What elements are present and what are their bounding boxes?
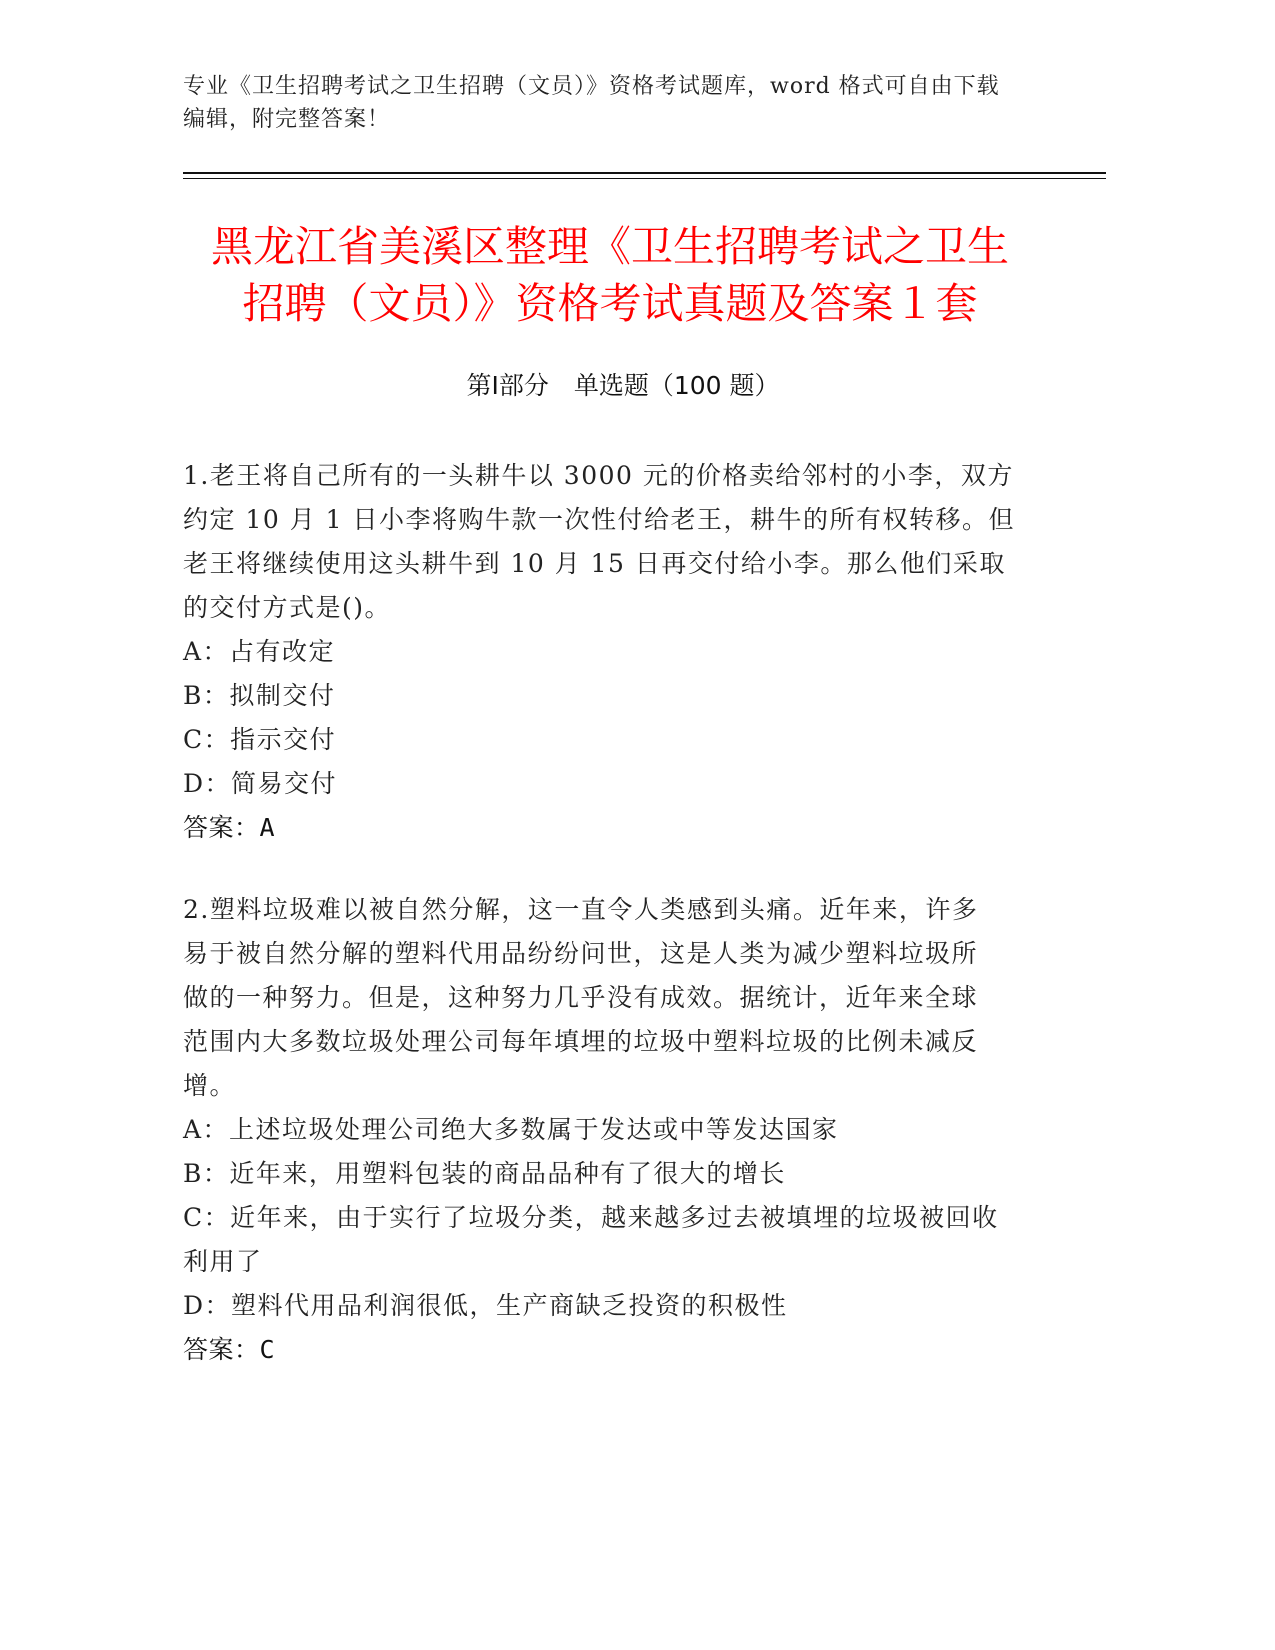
question-stem: [183, 888, 1043, 1108]
option-c-continued: 利用了: [183, 1247, 263, 1276]
answer-label: 答案：: [183, 813, 260, 842]
option-c: C：近年来，由于实行了垃圾分类，越来越多过去被填埋的垃圾被回收: [183, 1203, 999, 1232]
document-title: [160, 218, 1060, 332]
question-stem-line: 约定 10 月 1 日小李将购牛款一次性付给老王，耕牛的所有权转移。但: [183, 505, 1016, 534]
header-note-line-2: 编辑，附完整答案！: [183, 107, 391, 132]
answer-value: C: [259, 1335, 276, 1364]
question-2: [183, 888, 1043, 1372]
answer: [183, 806, 1043, 850]
option-d: D：塑料代用品利润很低，生产商缺乏投资的积极性: [183, 1291, 788, 1320]
header-note: [183, 70, 1063, 136]
answer: [183, 1328, 1043, 1372]
question-stem-line: 易于被自然分解的塑料代用品纷纷问世，这是人类为减少塑料垃圾所: [183, 939, 979, 968]
question-1: [183, 454, 1043, 850]
answer-label: 答案：: [183, 1335, 260, 1364]
option-d: D：简易交付: [183, 769, 338, 798]
option-a: A：上述垃圾处理公司绝大多数属于发达或中等发达国家: [183, 1115, 839, 1144]
question-stem-line: 1.老王将自己所有的一头耕牛以 3000 元的价格卖给邻村的小李，双方: [183, 461, 1014, 490]
section-title: 第Ⅰ部分 单选题（100 题）: [466, 371, 780, 400]
option-c: C：指示交付: [183, 725, 337, 754]
question-stem-line: 2.塑料垃圾难以被自然分解，这一直令人类感到头痛。近年来，许多: [183, 895, 979, 924]
option-a: A：占有改定: [183, 637, 336, 666]
option-b: B：近年来，用塑料包装的商品品种有了很大的增长: [183, 1159, 786, 1188]
question-stem-line: 老王将继续使用这头耕牛到 10 月 15 日再交付给小李。那么他们采取: [183, 549, 1006, 578]
document-title-line-2: 招聘（文员）》资格考试真题及答案１套: [242, 279, 978, 328]
question-stem-line: 范围内大多数垃圾处理公司每年填埋的垃圾中塑料垃圾的比例未减反: [183, 1027, 979, 1056]
question-stem: [183, 454, 1043, 630]
document-title-line-1: 黑龙江省美溪区整理《卫生招聘考试之卫生: [210, 222, 1009, 271]
header-divider-thick: [183, 172, 1106, 174]
header-note-line-1: 专业《卫生招聘考试之卫生招聘（文员）》资格考试题库，word 格式可自由下载: [183, 74, 1000, 99]
question-stem-line: 的交付方式是()。: [183, 593, 392, 622]
header-divider-thin: [183, 178, 1106, 179]
answer-value: A: [259, 813, 276, 842]
question-stem-line: 增。: [183, 1071, 237, 1100]
question-stem-line: 做的一种努力。但是，这种努力几乎没有成效。据统计，近年来全球: [183, 983, 979, 1012]
option-b: B：拟制交付: [183, 681, 336, 710]
